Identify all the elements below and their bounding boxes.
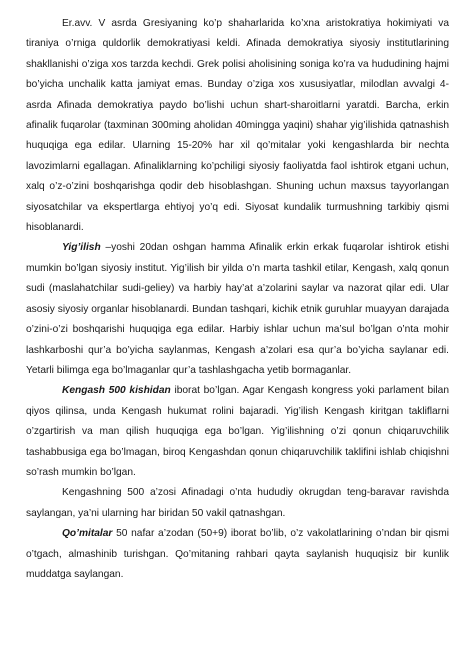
paragraph-text: 50 nafar a’zodan (50+9) iborat bo’lib, o’z vakolatlarining o’ndan bir qismi o’tgach, almashinib turishgan. Qo’mitaning rahbari qayta saylanish huquqisiz bir kunlik muddatga saylangan.	[26, 528, 449, 580]
paragraph-kengash-members	[26, 483, 449, 524]
paragraph-text: –yoshi 20dan oshgan hamma Afinalik erkin erkak fuqarolar ishtirok etishi mumkin bo’lgan siyosiy institut. Yig’ilish bir yilda o’n marta tashkil etilar, Kengash, xalq qonun sudi (maslahatchilar sudi-geliey) va harbiy hay’at a’zolarini saylar va nazorat qilar edi. Ular asosiy siyosiy organlar hisoblanardi. Bundan tashqari, kichik etnik guruhlar muayyan darajada o’zini-o’zi boshqarishi huquqiga ega edilar. Harbiy ishlar uchun ma’sul bo’lgan o’nta mohir lashkarboshi qur’a bo’yicha saylanmas, Kengash a’zolari esa qur’a bo’yicha saylanar edi. Yetarli bilimga ega bo’lmaganlar qur’a tashlashgacha yetib bormaganlar.	[26, 242, 449, 376]
paragraph-term: Qo’mitalar	[62, 528, 113, 540]
paragraph-qomitalar	[26, 524, 449, 585]
paragraph-intro	[26, 14, 449, 238]
paragraph-term: Kengash 500 kishidan	[62, 385, 171, 397]
paragraph-text: Er.avv. V asrda Gresiyaning ko’p shaharlarida ko’xna aristokratiya hokimiyati va tiraniya o’rniga quldorlik demokratiyasi keldi. Afinada demokratiya siyosiy institutlarining shakllanishi o’ziga xos tarzda kechdi. Grek polisi aholisining soniga ko’ra va hududining hajmi bo’yicha unchalik katta jamiyat emas. Bunday o’ziga xos xususiyatlar, milodlan avvalgi 4-asrda Afinada demokratiya paydo bo’lishi uchun shart-sharoitlarni yaratdi. Barcha, erkin afinalik fuqarolar (taxminan 300ming aholidan 40mingga yaqini) shahar yig’ilishida qatnashish huquqiga ega edilar. Ularning 15-20% har xil qo’mitalar yoki kengashlarda bir nechta lavozimlarni egallagan. Afinaliklarning ko’pchiligi siyosiy faoliyatda faol ishtirok etgani uchun, xalq o’z-o’zini boshqarishga qodir deb hisoblashgan. Shuning uchun maxsus tayyorlangan siyosatchilar va ekspertlarga ehtiyoj yo’q edi. Siyosat kundalik turmushning tarkibiy qismi hisoblanardi.	[26, 18, 449, 234]
paragraph-text: Kengashning 500 a’zosi Afinadagi o’nta hududiy okrugdan teng-baravar ravishda saylangan, ya’ni ularning har biridan 50 vakil qatnashgan.	[26, 487, 449, 519]
paragraph-text: iborat bo’lgan. Agar Kengash kongress yoki parlament bilan qiyos qilinsa, unda Kengash hukumat rolini bajaradi. Yig’ilish Kengash kiritgan takliflarni o’zgartirish va man qilish huquqiga ega bo’lgan. Yig’ilishning o’zi qonun chiqaruvchilik tashabbusiga ega bo’lmagan, biroq Kengashdan qonun chiqaruvchilik taklifini ishlab chiqishni so’rash mumkin bo’lgan.	[26, 385, 449, 478]
paragraph-yigilish	[26, 238, 449, 381]
document-page	[26, 14, 449, 585]
paragraph-kengash	[26, 381, 449, 483]
paragraph-term: Yig’ilish	[62, 242, 101, 254]
